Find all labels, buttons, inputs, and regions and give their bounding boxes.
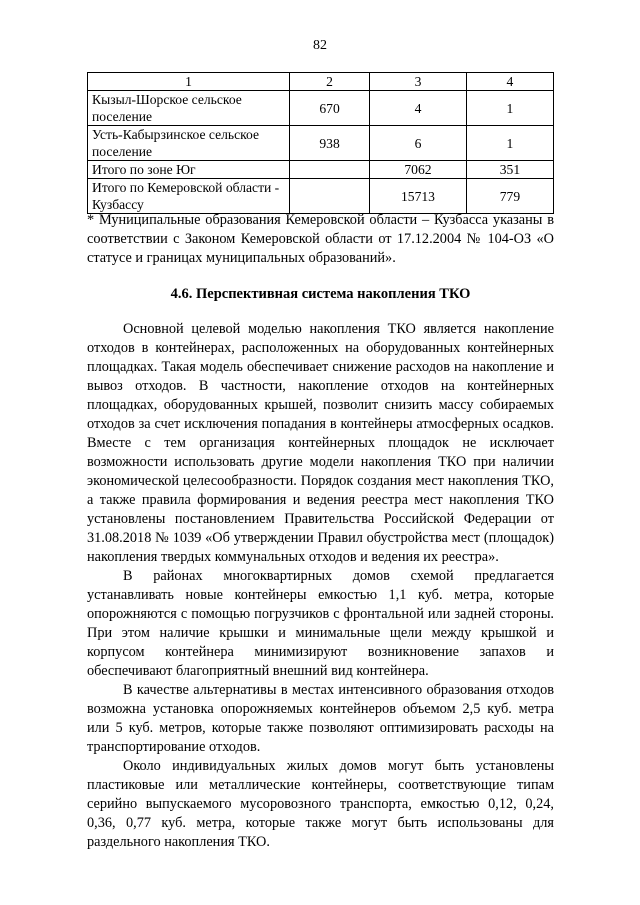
table-cell: 6	[370, 126, 467, 161]
table-cell-name: Итого по Кемеровской области - Кузбассу	[88, 179, 290, 214]
table-cell: 779	[466, 179, 553, 214]
table-header-cell: 3	[370, 73, 467, 91]
table-cell: 351	[466, 161, 553, 179]
paragraph: В районах многоквартирных домов схемой предлагается устанавливать новые контейнеры емкостью 1,1 куб. метра, которые опорожняются с помощью погрузчиков с фронтальной или задней стороны. При этом наличие крышки и минимальные щели между крышкой и корпусом контейнера минимизируют возникновение запахов и обеспечивают благоприятный внешний вид контейнера.	[87, 568, 554, 679]
section-body	[87, 320, 554, 852]
table-cell: 1	[466, 126, 553, 161]
table-header-cell: 1	[88, 73, 290, 91]
table-footnote: * Муниципальные образования Кемеровской области – Кузбасса указаны в соответствии с Законом Кемеровской области от 17.12.2004 № 104-ОЗ «О статусе и границах муниципальных образований».	[87, 212, 554, 266]
table-header-cell: 2	[290, 73, 370, 91]
section-heading: 4.6. Перспективная система накопления ТКО	[170, 286, 471, 302]
table-cell-name: Кызыл-Шорское сельское поселение	[88, 91, 290, 126]
table-cell-name: Усть-Кабырзинское сельское поселение	[88, 126, 290, 161]
table-header-row	[88, 73, 554, 91]
paragraph: В качестве альтернативы в местах интенсивного образования отходов возможна установка опорожняемых контейнеров объемом 2,5 куб. метра или 5 куб. метров, которые также позволяют оптимизировать расходы на транспортирование отходов.	[87, 682, 554, 755]
table-row	[88, 91, 554, 126]
table-row	[88, 161, 554, 179]
table-cell	[290, 179, 370, 214]
table-cell	[290, 161, 370, 179]
table-header-cell: 4	[466, 73, 553, 91]
table-cell: 4	[370, 91, 467, 126]
table-cell-name: Итого по зоне Юг	[88, 161, 290, 179]
table-cell: 15713	[370, 179, 467, 214]
table-cell: 1	[466, 91, 553, 126]
table-row	[88, 126, 554, 161]
table-cell: 670	[290, 91, 370, 126]
paragraph: Основной целевой моделью накопления ТКО является накопление отходов в контейнерах, расположенных на оборудованных контейнерных площадках. Такая модель обеспечивает снижение расходов на накопление и вывоз отходов. В частности, накопление отходов на контейнерных площадках, оборудованных крышей, позволит снизить массу собираемых отходов за счет исключения попадания в контейнеры атмосферных осадков. Вместе с тем организация контейнерных площадок не исключает возможности использовать другие модели накопления ТКО при наличии экономической целесообразности. Порядок создания мест накопления ТКО, а также правила формирования и ведения реестра мест накопления ТКО установлены постановлением Правительства Российской Федерации от 31.08.2018 № 1039 «Об утверждении Правил обустройства мест (площадок) накопления твердых коммунальных отходов и ведения их реестра».	[87, 321, 554, 565]
paragraph: Около индивидуальных жилых домов могут быть установлены пластиковые или металлические контейнеры, соответствующие типам серийно выпускаемого мусоровозного транспорта, емкостью 0,12, 0,24, 0,36, 0,77 куб. метра, которые также могут быть использованы для раздельного накопления ТКО.	[87, 758, 554, 850]
table-row	[88, 179, 554, 214]
waste-table	[87, 72, 554, 214]
page-number: 82	[313, 38, 327, 53]
table-cell: 938	[290, 126, 370, 161]
table-cell: 7062	[370, 161, 467, 179]
